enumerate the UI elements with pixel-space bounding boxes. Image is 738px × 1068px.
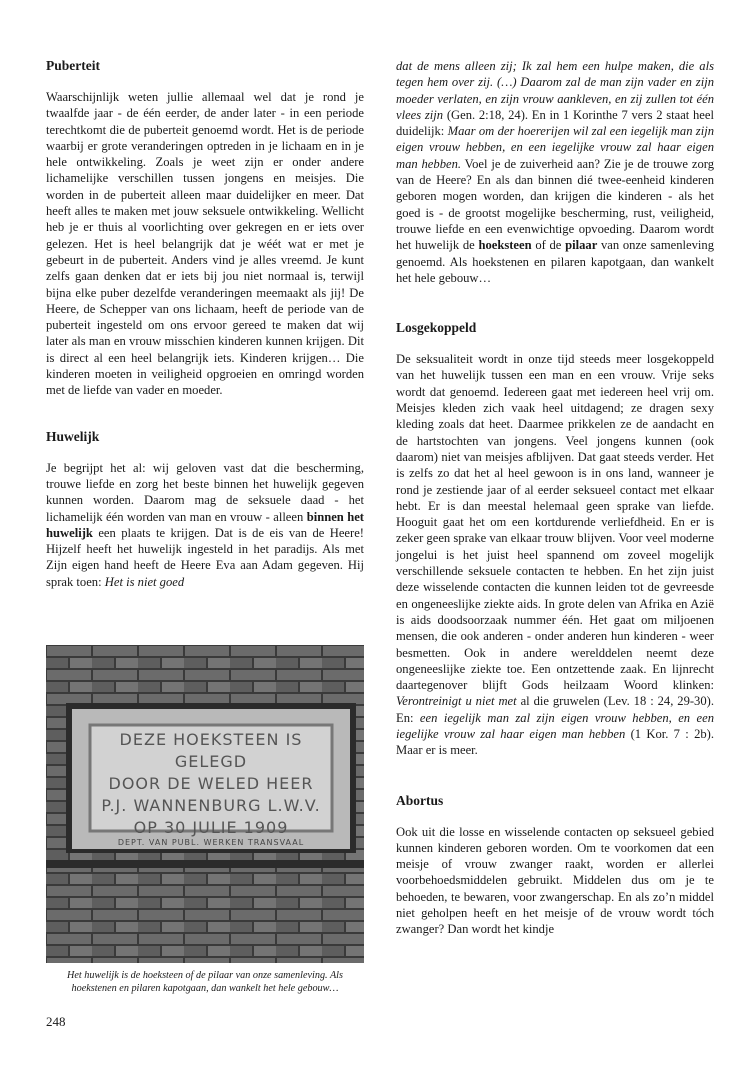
paragraph-scripture <box>396 58 714 286</box>
stone-line-3: P.J. WANNENBURG L.W.V. <box>101 796 321 815</box>
stone-subtext: DEPT. VAN PUBL. WERKEN TRANSVAAL <box>117 838 305 847</box>
huwelijk-text-1: Je begrijpt het al: wij geloven vast dat die bescherming, trouwe liefde en zorg het beste binnen het huwelijk gegeven kunnen worden. Daarom mag de seksuele daad - het lichamelijk één worden van man en vrouw - alleen <box>46 460 364 524</box>
left-column <box>46 0 364 590</box>
paragraph-huwelijk <box>46 460 364 590</box>
los-text-3: (1 Kor. 7 : 2b). Maar er is meer. <box>396 726 715 758</box>
scripture-text-4: van onze samenleving genoemd. Als hoekstenen en pilaren kapotgaan, dan wankelt het hele gebouw… <box>396 238 714 285</box>
heading-puberteit: Puberteit <box>46 58 100 73</box>
scripture-ref-1: (Gen. 2:18, 24). En in 1 Korinthe 7 vers 2 staat heel duidelijk: <box>396 107 714 139</box>
stone-inscription <box>90 729 332 839</box>
heading-abortus: Abortus <box>396 792 444 808</box>
photo-caption: Het huwelijk is de hoeksteen of de pilaar van onze samenleving. Als hoekstenen en pilaren kapotgaan, dan wankelt het hele gebouw… <box>67 970 343 994</box>
paragraph-abortus: Ook uit die losse en wisselende contacten op seksueel gebied kunnen kinderen geboren worden. Om te voorkomen dat een meisje of vrouw zwanger raakt, worden er allerlei voorbehoedsmiddelen gebruikt. Middelen dus om je te behoeden, te bewaren, voor zwangerschap. En als zo’n middel niet geholpen heeft en het meisje of de vrouw wordt tóch zwanger? Dan wordt het kindje <box>396 824 714 937</box>
scripture-text-3: of de <box>535 238 562 253</box>
huwelijk-bold: binnen het huwelijk <box>46 509 364 540</box>
scripture-quote-2: Maar om der hoererijen wil zal een iegelijk man zijn eigen vrouw hebben, en een iegelijke vrouw zal haar eigen man hebben. <box>396 124 714 171</box>
scripture-text-2: Voel je de zuiverheid aan? Zie je de trouwe zorg van de Heere? En als dan binnen dié twee-eenheid kinderen geboren mogen worden, dan krijgen die kinderen - als het goed is - de grootst mogelijke bescherming, rust, veiligheid, trouwe liefde en een evenwichtige opvoeding. Daarom wordt het huwelijk de <box>396 156 714 253</box>
huwelijk-italic: Het is niet goed <box>104 574 185 589</box>
paragraph-losgekoppeld <box>396 351 714 758</box>
los-text-2: al die gruwelen (Lev. 18 : 24, 29-30). En: <box>396 694 714 725</box>
scripture-quote-1: dat de mens alleen zij; Ik zal hem een hulpe maken, die als tegen hem over zij. (…) Daarom zal de man zijn vader en zijn moeder verlaten, en zijn vrouw aankleven, en zij zullen tot één vlees zijn <box>396 59 714 122</box>
stone-line-4: OP 30 JULIE 1909 <box>133 818 289 837</box>
bold-hoeksteen: hoeksteen <box>478 238 532 253</box>
los-text-1: De seksualiteit wordt in onze tijd steeds meer losgekoppeld van het huwelijk tussen een man en een vrouw. Vrije seks wordt dat genoemd. Iedereen gaat met iedereen heel vrij om. Meisjes kleden zich vaak heel uitdagend; ze dragen sexy kleding zoals dat heet. Daarmee prikkelen ze de aandacht en de hartstochten van jongens. Veel jongens kunnen (ook daarom) niet van meisjes afblijven. Dat gaat steeds verder. Het is zelfs zo dat het al heel gewoon is in ons land, wanneer je rond je zestiende jaar of al eerder seksueel contact met elkaar hebt. Er is dan meestal helemaal geen sprake van liefde. Hooguit gaat het om een kortdurende verliefdheid. En er is zeker geen sprake van elkaar trouw blijven. Voor veel moderne jongelui is het juist heel spannend om zoveel mogelijk verschillende seksuele contacten te hebben. En het zijn juist deze wisselende contacten die kunnen leiden tot de gevreesde en ongeneeslijke ziekte aids. In grote delen van Afrika en Azië is aids doodsoorzaak nummer één. Het gaat om miljoenen mensen, die ook anderen - onder anderen hun kinderen - weer besmetten. Ook in andere werelddelen neemt deze ongeneeslijke ziekte toe. Een ontzettende zaak. En lijnrecht daartegenover blijft Gods heilzaam Woord klinken: <box>396 352 714 693</box>
stone-line-1: DEZE HOEKSTEEN IS GELEGD <box>119 730 303 771</box>
bold-pilaar: pilaar <box>565 238 598 253</box>
huwelijk-text-2: een plaats te krijgen. Dat is de eis van de Heere! Hijzelf heeft het huwelijk ingesteld in het paradijs. Als met Zijn eigen hand heeft de Heere Eva aan Adam gegeven. Hij sprak toen: <box>46 525 364 589</box>
page-number: 248 <box>46 1014 66 1029</box>
cornerstone-photo <box>46 645 364 963</box>
right-column <box>396 0 714 938</box>
paragraph-puberteit: Waarschijnlijk weten jullie allemaal wel dat je rond je twaalfde jaar - de één eerder, de ander later - in een periode terechtkomt die de puberteit genoemd wordt. Het is de periode waarbij er grote veranderingen optreden in je lichaam en in je hele ontwikkeling. Zoals je weet zijn er onder andere lichamelijke verschillen tussen jongens en meisjes. Die worden in de puberteit alleen maar duidelijker en meer. Dat heeft alles te maken met jouw seksuele ontwikkeling. Wellicht heb je er thuis al voorlichting over gekregen en er iets over gelezen. Het is heel belangrijk dat je wéét wat er met je gebeurt in de puberteit. Anders vind je alles vreemd. Je kunt zelfs gaan denken dat er iets bij jou niet normaal is, terwijl bijna elke puber dezelfde veranderingen meemaakt als jij! De Heere, de Schepper van ons lichaam, heeft de periode van de puberteit ingesteld om ons ervoor gereed te maken dat wij later als man en vrouw misschien kinderen kunnen krijgen. Dit is direct al een heel belangrijk iets. Kinderen krijgen… Die kinderen moeten in veiligheid opgroeien en omringd worden met de liefde van vader en moeder. <box>46 90 364 398</box>
stone-line-2: DOOR DE WELED HEER <box>108 774 314 793</box>
los-italic-1: Verontreinigt u niet met <box>396 694 517 709</box>
los-italic-2: een iegelijk man zal zijn eigen vrouw hebben, en een iegelijke vrouw zal haar eigen man hebben <box>396 710 714 741</box>
heading-losgekoppeld: Losgekoppeld <box>396 320 477 336</box>
heading-huwelijk: Huwelijk <box>46 428 100 444</box>
